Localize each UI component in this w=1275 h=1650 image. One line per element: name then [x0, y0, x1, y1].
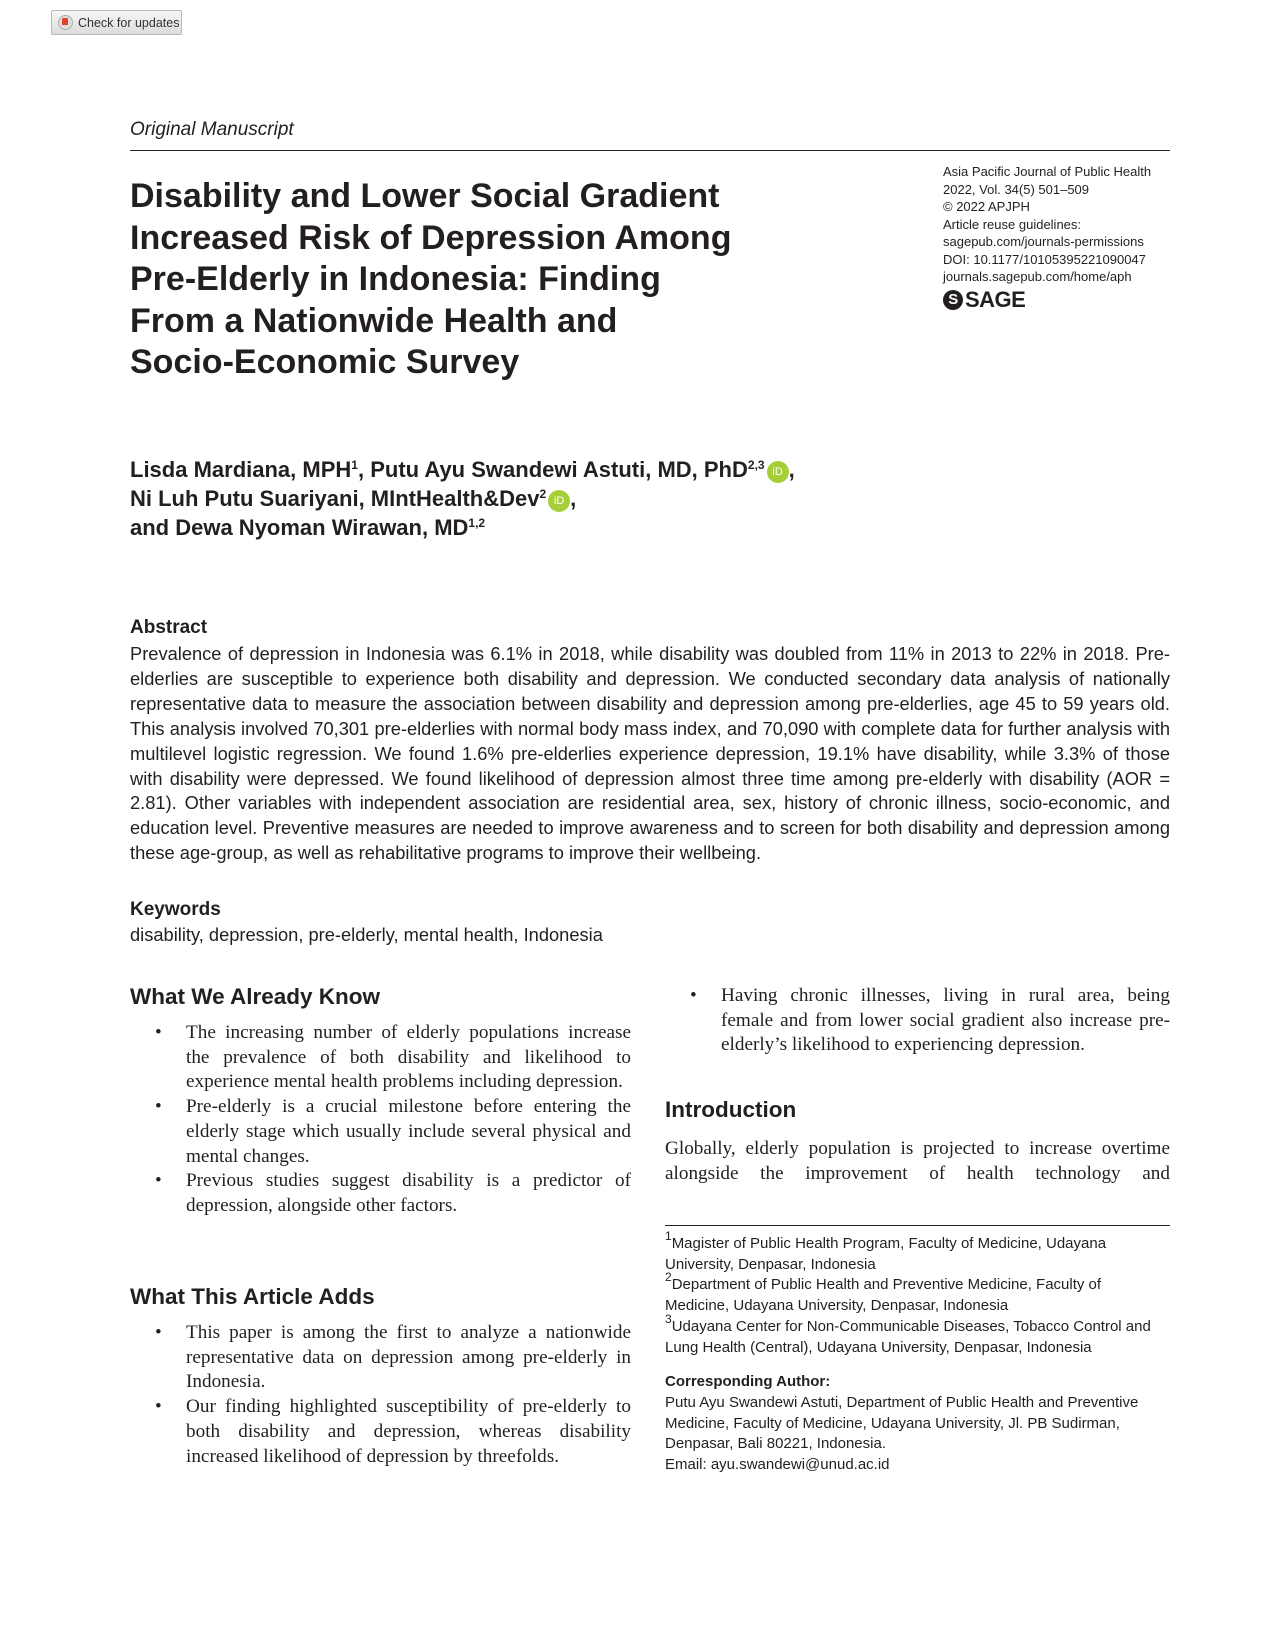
abstract-heading: Abstract	[130, 617, 208, 638]
affiliation-line	[665, 1229, 1170, 1255]
introduction-heading: Introduction	[665, 1097, 797, 1122]
title-line: Pre-Elderly in Indonesia: Finding	[130, 260, 661, 298]
article-adds-list	[130, 1321, 631, 1469]
corresponding-author-heading: Corresponding Author:	[665, 1373, 831, 1390]
corresponding-email-link[interactable]: Email: ayu.swandewi@unud.ac.id	[665, 1456, 890, 1474]
already-know-heading: What We Already Know	[130, 984, 381, 1009]
affiliation-text: Udayana Center for Non-Communicable Diseases, Tobacco Control and	[671, 1317, 1151, 1335]
author-separator: ,	[570, 486, 577, 511]
author-line	[130, 484, 795, 513]
affiliation-text: Department of Public Health and Preventive Medicine, Faculty of	[671, 1276, 1102, 1294]
title-line: From a Nationwide Health and	[130, 301, 618, 340]
author-list	[130, 455, 795, 542]
list-item: • Previous studies suggest disability is a predictor of depression, alongside other factors.	[130, 1169, 631, 1218]
list-item: • Pre-elderly is a crucial milestone before entering the elderly stage which usually include several physical and mental changes.	[130, 1095, 631, 1169]
affiliations	[665, 1229, 1170, 1358]
sage-logo-icon: S	[943, 290, 963, 310]
keywords-heading: Keywords	[130, 899, 221, 920]
check-for-updates-button[interactable]	[51, 10, 182, 35]
affiliation-line: Lung Health (Central), Udayana University, Denpasar, Indonesia	[665, 1338, 1092, 1356]
affiliation-line	[665, 1311, 1170, 1338]
affiliation-line	[665, 1270, 1170, 1296]
footnote-divider	[665, 1225, 1170, 1226]
author-affiliation-sup: 2,3	[747, 458, 765, 472]
sage-logo	[943, 286, 1173, 312]
author-name: and Dewa Nyoman Wirawan, MD	[130, 515, 469, 540]
journal-info	[943, 163, 1173, 310]
orcid-icon[interactable]: iD	[548, 490, 570, 512]
journal-volume: 2022, Vol. 34(5) 501–509	[943, 181, 1090, 197]
article-adds-list-continued	[665, 984, 1170, 1058]
already-know-list	[130, 1021, 631, 1219]
corresponding-author	[665, 1393, 1170, 1476]
title-line: Socio-Economic Survey	[130, 343, 520, 381]
keywords-text: disability, depression, pre-elderly, mental health, Indonesia	[130, 924, 603, 945]
author-affiliation-sup: 1,2	[468, 516, 486, 530]
reuse-link[interactable]: sagepub.com/journals-permissions	[943, 234, 1144, 249]
article-title	[130, 176, 810, 384]
article-type-label: Original Manuscript	[130, 119, 294, 140]
doi-link[interactable]: DOI: 10.1177/10105395221090047	[943, 251, 1146, 267]
corresponding-line: Medicine, Faculty of Medicine, Udayana University, Jl. PB Sudirman,	[665, 1414, 1120, 1432]
author-line	[130, 513, 795, 542]
affiliation-line: Medicine, Udayana University, Denpasar, Indonesia	[665, 1297, 1009, 1315]
list-item: • Our finding highlighted susceptibility of pre-elderly to both disability and depression, whereas disability increased likelihood of depression by threefolds.	[130, 1395, 631, 1469]
affiliation-sup: 3	[665, 1311, 672, 1326]
list-item: • This paper is among the first to analyze a nationwide representative data on depression among pre-elderly in Indonesia.	[130, 1321, 631, 1395]
affiliation-sup: 1	[665, 1229, 672, 1243]
sage-logo-text: SAGE	[965, 286, 1026, 312]
reuse-guidelines: Article reuse guidelines:	[943, 216, 1082, 232]
author-name: Lisda Mardiana, MPH	[130, 457, 352, 482]
affiliation-sup: 2	[665, 1270, 672, 1285]
crossmark-icon	[58, 15, 73, 30]
header-divider	[130, 150, 1170, 151]
orcid-icon[interactable]: iD	[767, 461, 789, 483]
author-separator: ,	[788, 457, 795, 482]
affiliation-line: University, Denpasar, Indonesia	[665, 1255, 876, 1273]
journal-name: Asia Pacific Journal of Public Health	[943, 164, 1152, 179]
journal-copyright: © 2022 APJPH	[943, 199, 1030, 214]
abstract-text: Prevalence of depression in Indonesia was 6.1% in 2018, while disability was doubled from 11% in 2013 to 22% in 2018. Pre-elderlies are susceptible to experience both disability and depression. We conducted secondary data analysis of nationally representative data to measure the association between disability and depression among pre-elderlies, age 45 to 59 years old. This analysis involved 70,301 pre-elderlies with normal body mass index, and 70,090 with complete data for further analysis with multilevel logistic regression. We found 1.6% pre-elderlies experience depression, 19.1% have disability, while 3.3% of those with disability were depressed. We found likelihood of depression almost three time among pre-elderly with disability (AOR = 2.81). Other variables with independent association are residential area, sex, history of chronic illness, socio-economic, and education level. Preventive measures are needed to improve awareness and to screen for both disability and depression among these age-group, as well as rehabilitative programs to improve their wellbeing.	[130, 643, 1170, 864]
corresponding-line: Denpasar, Bali 80221, Indonesia.	[665, 1435, 886, 1453]
check-for-updates-label: Check for updates	[78, 15, 180, 30]
title-line: Disability and Lower Social Gradient	[130, 177, 720, 215]
introduction-text: Globally, elderly population is projected to increase overtime alongside the improvement of health technology and	[665, 1138, 1170, 1184]
author-name: Putu Ayu Swandewi Astuti, MD, PhD	[370, 457, 748, 482]
author-affiliation-sup: 2	[539, 487, 547, 501]
affiliation-text: Magister of Public Health Program, Faculty of Medicine, Udayana	[671, 1235, 1107, 1252]
list-item: • Having chronic illnesses, living in rural area, being female and from lower social gradient also increase pre-elderly’s likelihood to experiencing depression.	[665, 984, 1170, 1058]
list-item: • The increasing number of elderly populations increase the prevalence of both disability and likelihood to experience mental health problems including depression.	[130, 1021, 631, 1095]
author-line	[130, 455, 795, 484]
journal-homepage-link[interactable]: journals.sagepub.com/home/aph	[943, 269, 1132, 284]
corresponding-line: Putu Ayu Swandewi Astuti, Department of Public Health and Preventive	[665, 1394, 1139, 1411]
article-adds-heading: What This Article Adds	[130, 1284, 375, 1309]
author-name: Ni Luh Putu Suariyani, MIntHealth&Dev	[130, 486, 540, 511]
author-affiliation-sup: 1	[351, 458, 358, 472]
author-separator: ,	[357, 457, 371, 482]
title-line: Increased Risk of Depression Among	[130, 218, 732, 257]
